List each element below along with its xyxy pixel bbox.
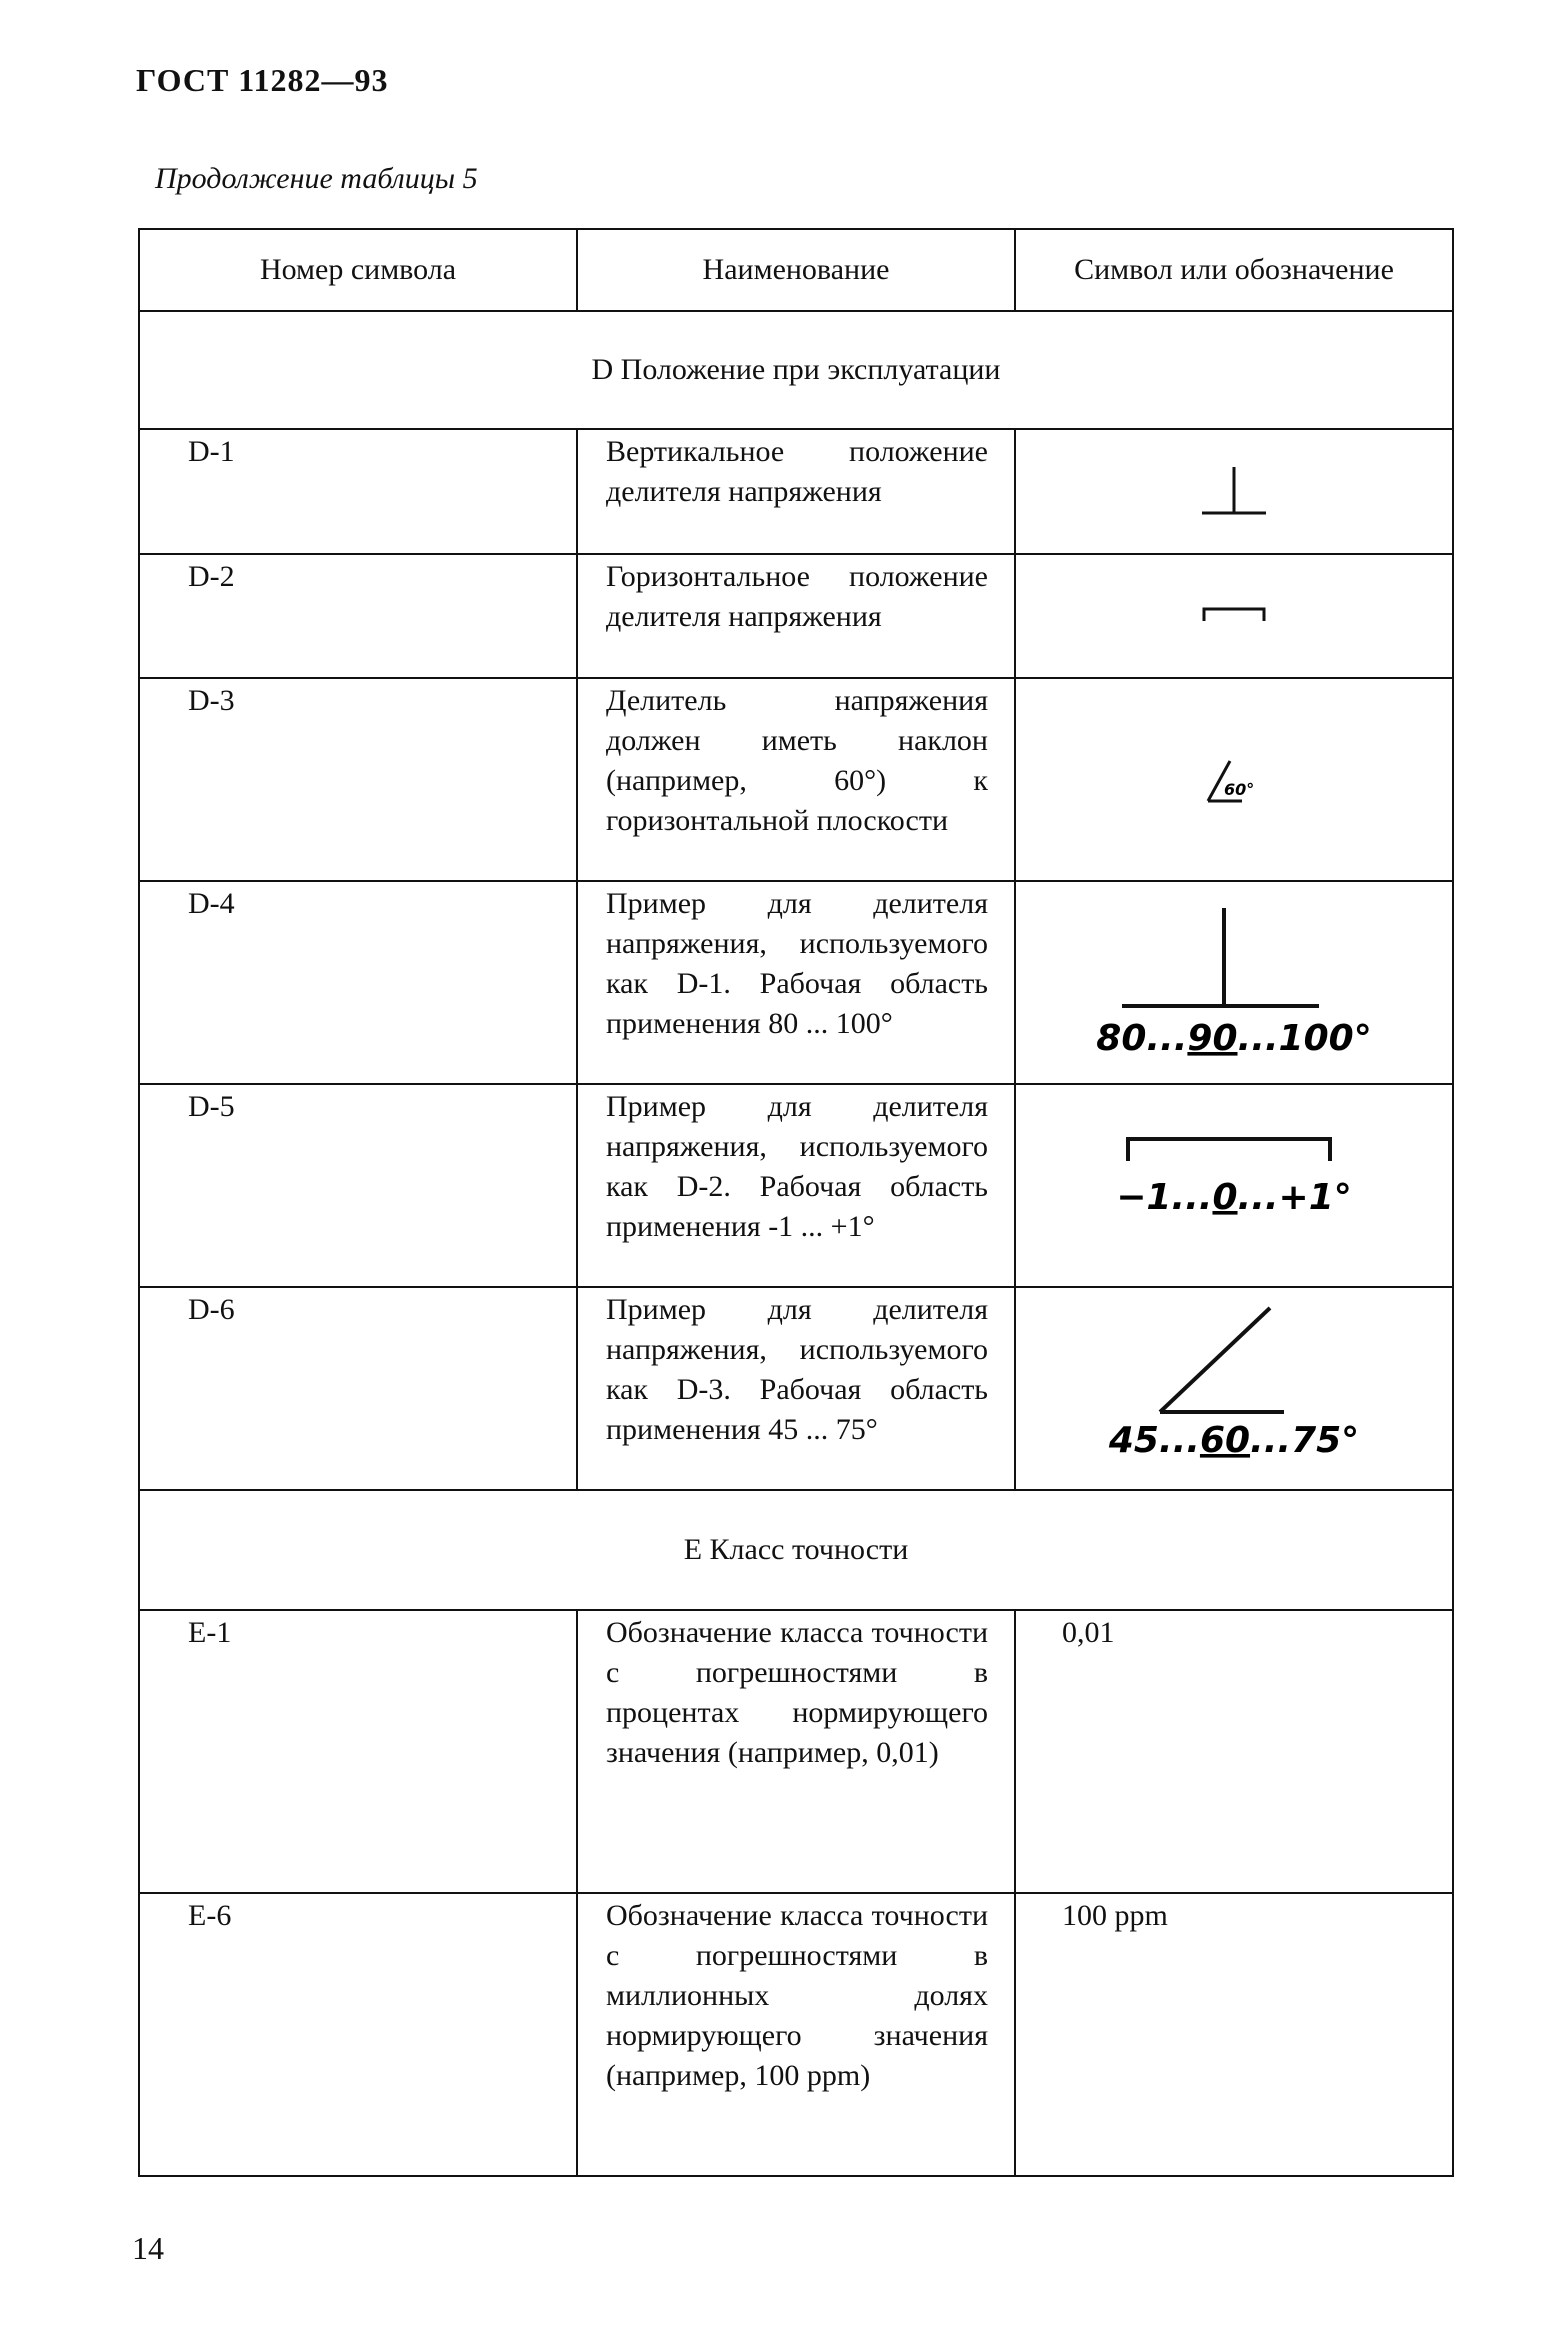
table-row bbox=[139, 1287, 1453, 1490]
table-row bbox=[139, 1893, 1453, 2176]
table-row bbox=[139, 429, 1453, 554]
vertical-position-icon bbox=[1174, 457, 1294, 527]
symbol-name: Пример для делителя напряжения, используемого как D-2. Рабочая область применения -1 ... +1° bbox=[577, 1084, 1015, 1287]
symbol-number: D-5 bbox=[139, 1084, 577, 1287]
symbols-table bbox=[138, 228, 1454, 2177]
symbol-number: D-2 bbox=[139, 554, 577, 678]
range-scale-label: 80...90...100° bbox=[1096, 1017, 1372, 1059]
column-header-symbol: Символ или обозначение bbox=[1015, 229, 1453, 311]
accuracy-class-value: 0,01 bbox=[1015, 1610, 1453, 1893]
symbol-name: Обозначение класса точности с погрешностями в процентах нормирующего значения (например, 0,01) bbox=[577, 1610, 1015, 1893]
table-row bbox=[139, 881, 1453, 1084]
horizontal-range-icon bbox=[1084, 1091, 1384, 1281]
table-row bbox=[139, 554, 1453, 678]
table-continuation-caption: Продолжение таблицы 5 bbox=[155, 162, 478, 195]
tilt-range-icon bbox=[1084, 1294, 1384, 1484]
page-number: 14 bbox=[132, 2230, 164, 2266]
symbol-name: Вертикальное положение делителя напряжения bbox=[577, 429, 1015, 554]
range-scale-label: −1...0...+1° bbox=[1116, 1176, 1352, 1218]
column-header-name: Наименование bbox=[577, 229, 1015, 311]
symbol-name: Обозначение класса точности с погрешностями в миллионных долях нормирующего значения (например, 100 ppm) bbox=[577, 1893, 1015, 2176]
symbol-name: Пример для делителя напряжения, используемого как D-3. Рабочая область применения 45 ... 75° bbox=[577, 1287, 1015, 1490]
symbol-cell bbox=[1015, 554, 1453, 678]
horizontal-position-icon bbox=[1174, 591, 1294, 641]
symbol-name: Пример для делителя напряжения, используемого как D-1. Рабочая область применения 80 ... 100° bbox=[577, 881, 1015, 1084]
symbol-name: Делитель напряжения должен иметь наклон (например, 60°) к горизонтальной плоскости bbox=[577, 678, 1015, 881]
symbol-number: E-6 bbox=[139, 1893, 577, 2176]
section-row-d bbox=[139, 311, 1453, 429]
range-scale-label: 45...60...75° bbox=[1108, 1419, 1360, 1461]
tilt-60-icon bbox=[1174, 745, 1294, 815]
symbol-number: D-6 bbox=[139, 1287, 577, 1490]
symbol-cell bbox=[1015, 881, 1453, 1084]
symbol-cell bbox=[1015, 1084, 1453, 1287]
document-code: ГОСТ 11282—93 bbox=[136, 62, 389, 98]
symbol-name: Горизонтальное положение делителя напряжения bbox=[577, 554, 1015, 678]
vertical-range-icon bbox=[1084, 888, 1384, 1078]
table-row bbox=[139, 1084, 1453, 1287]
symbol-number: D-1 bbox=[139, 429, 577, 554]
symbol-number: D-4 bbox=[139, 881, 577, 1084]
symbol-cell bbox=[1015, 429, 1453, 554]
symbol-cell bbox=[1015, 678, 1453, 881]
section-title-e: E Класс точности bbox=[139, 1490, 1453, 1610]
table-row bbox=[139, 678, 1453, 881]
section-row-e bbox=[139, 1490, 1453, 1610]
table-row bbox=[139, 1610, 1453, 1893]
column-header-number: Номер символа bbox=[139, 229, 577, 311]
symbol-cell bbox=[1015, 1287, 1453, 1490]
table-header-row bbox=[139, 229, 1453, 311]
section-title-d: D Положение при эксплуатации bbox=[139, 311, 1453, 429]
accuracy-class-value: 100 ppm bbox=[1015, 1893, 1453, 2176]
symbol-number: D-3 bbox=[139, 678, 577, 881]
tilt-angle-label: 60° bbox=[1224, 779, 1255, 799]
symbol-number: E-1 bbox=[139, 1610, 577, 1893]
